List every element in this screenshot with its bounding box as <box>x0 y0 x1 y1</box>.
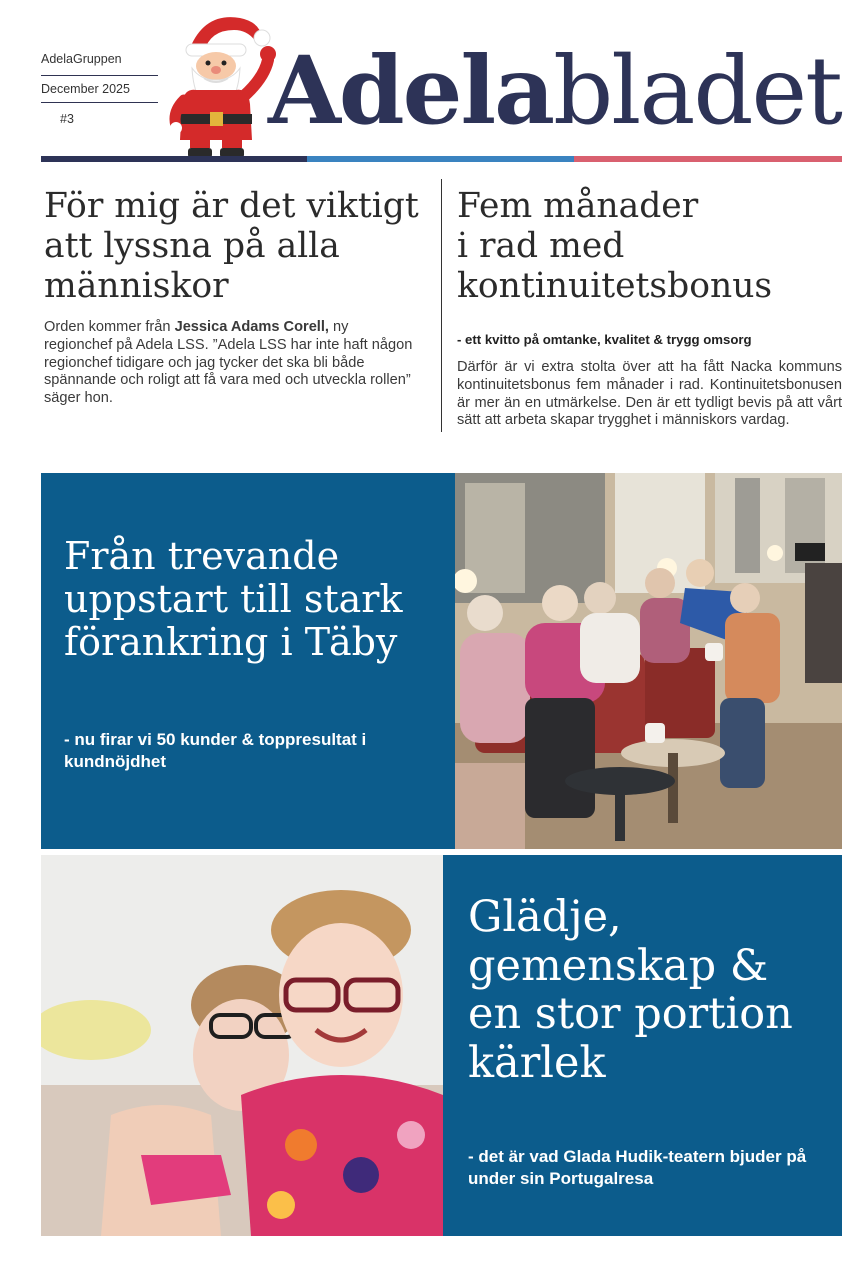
intro-text: ny regionchef på Adela LSS. ”Adela LSS har inte haft någon regionchef tidigare och jag tycker det ska bli både spännande och roligt att få vara med och utveckla rollen” säger hon. <box>44 319 413 407</box>
cafe-gathering-photo <box>455 473 842 849</box>
masthead-bar-rose <box>574 156 842 162</box>
article-left-intro <box>44 319 416 408</box>
santa-illustration <box>160 8 280 160</box>
masthead-title-light: bladet <box>553 37 841 146</box>
feature-taby-headline: Från trevande uppstart till stark förankring i Täby <box>64 534 403 664</box>
issue-date: December 2025 <box>41 82 130 96</box>
article-left-headline: För mig är det viktigt att lyssna på alla människor <box>44 186 419 307</box>
feature-hudik-subheading: - det är vad Glada Hudik-teatern bjuder på under sin Portugalresa <box>468 1147 807 1189</box>
headline-line: Fem månader <box>457 186 699 226</box>
headline-line: i rad med <box>457 226 625 267</box>
headline-line: kontinuitetsbonus <box>457 266 773 307</box>
friends-portrait-photo <box>41 855 443 1236</box>
feature-taby-subheading: - nu firar vi 50 kunder & toppresultat i kundnöjdhet <box>64 730 367 772</box>
masthead-title-bold: Adela <box>268 36 554 146</box>
article-right-body: Därför är vi extra stolta över att ha fått Nacka kommuns kontinuitetsbonus fem månader i rad. Kontinuitetsbonusen är mer än en utmärkelse. Den är ett tydligt bevis på att vårt sätt att arbeta skapar trygghet i människors vardag. <box>457 359 842 429</box>
header-rule <box>41 102 158 103</box>
masthead-bar-blue <box>307 156 574 162</box>
publisher-name: AdelaGruppen <box>41 52 122 66</box>
intro-text: Orden kommer från <box>44 319 175 335</box>
column-divider <box>441 179 442 432</box>
article-right-subheading: - ett kvitto på omtanke, kvalitet & trygg omsorg <box>457 332 752 347</box>
masthead-bar-navy <box>41 156 307 162</box>
intro-person-name: Jessica Adams Corell, <box>174 319 329 335</box>
feature-hudik-headline: Glädje, gemenskap & en stor portion kärlek <box>468 892 793 1088</box>
article-right-headline <box>457 186 847 306</box>
header-rule <box>41 75 158 76</box>
issue-number: #3 <box>60 112 74 126</box>
masthead-title <box>268 36 841 146</box>
